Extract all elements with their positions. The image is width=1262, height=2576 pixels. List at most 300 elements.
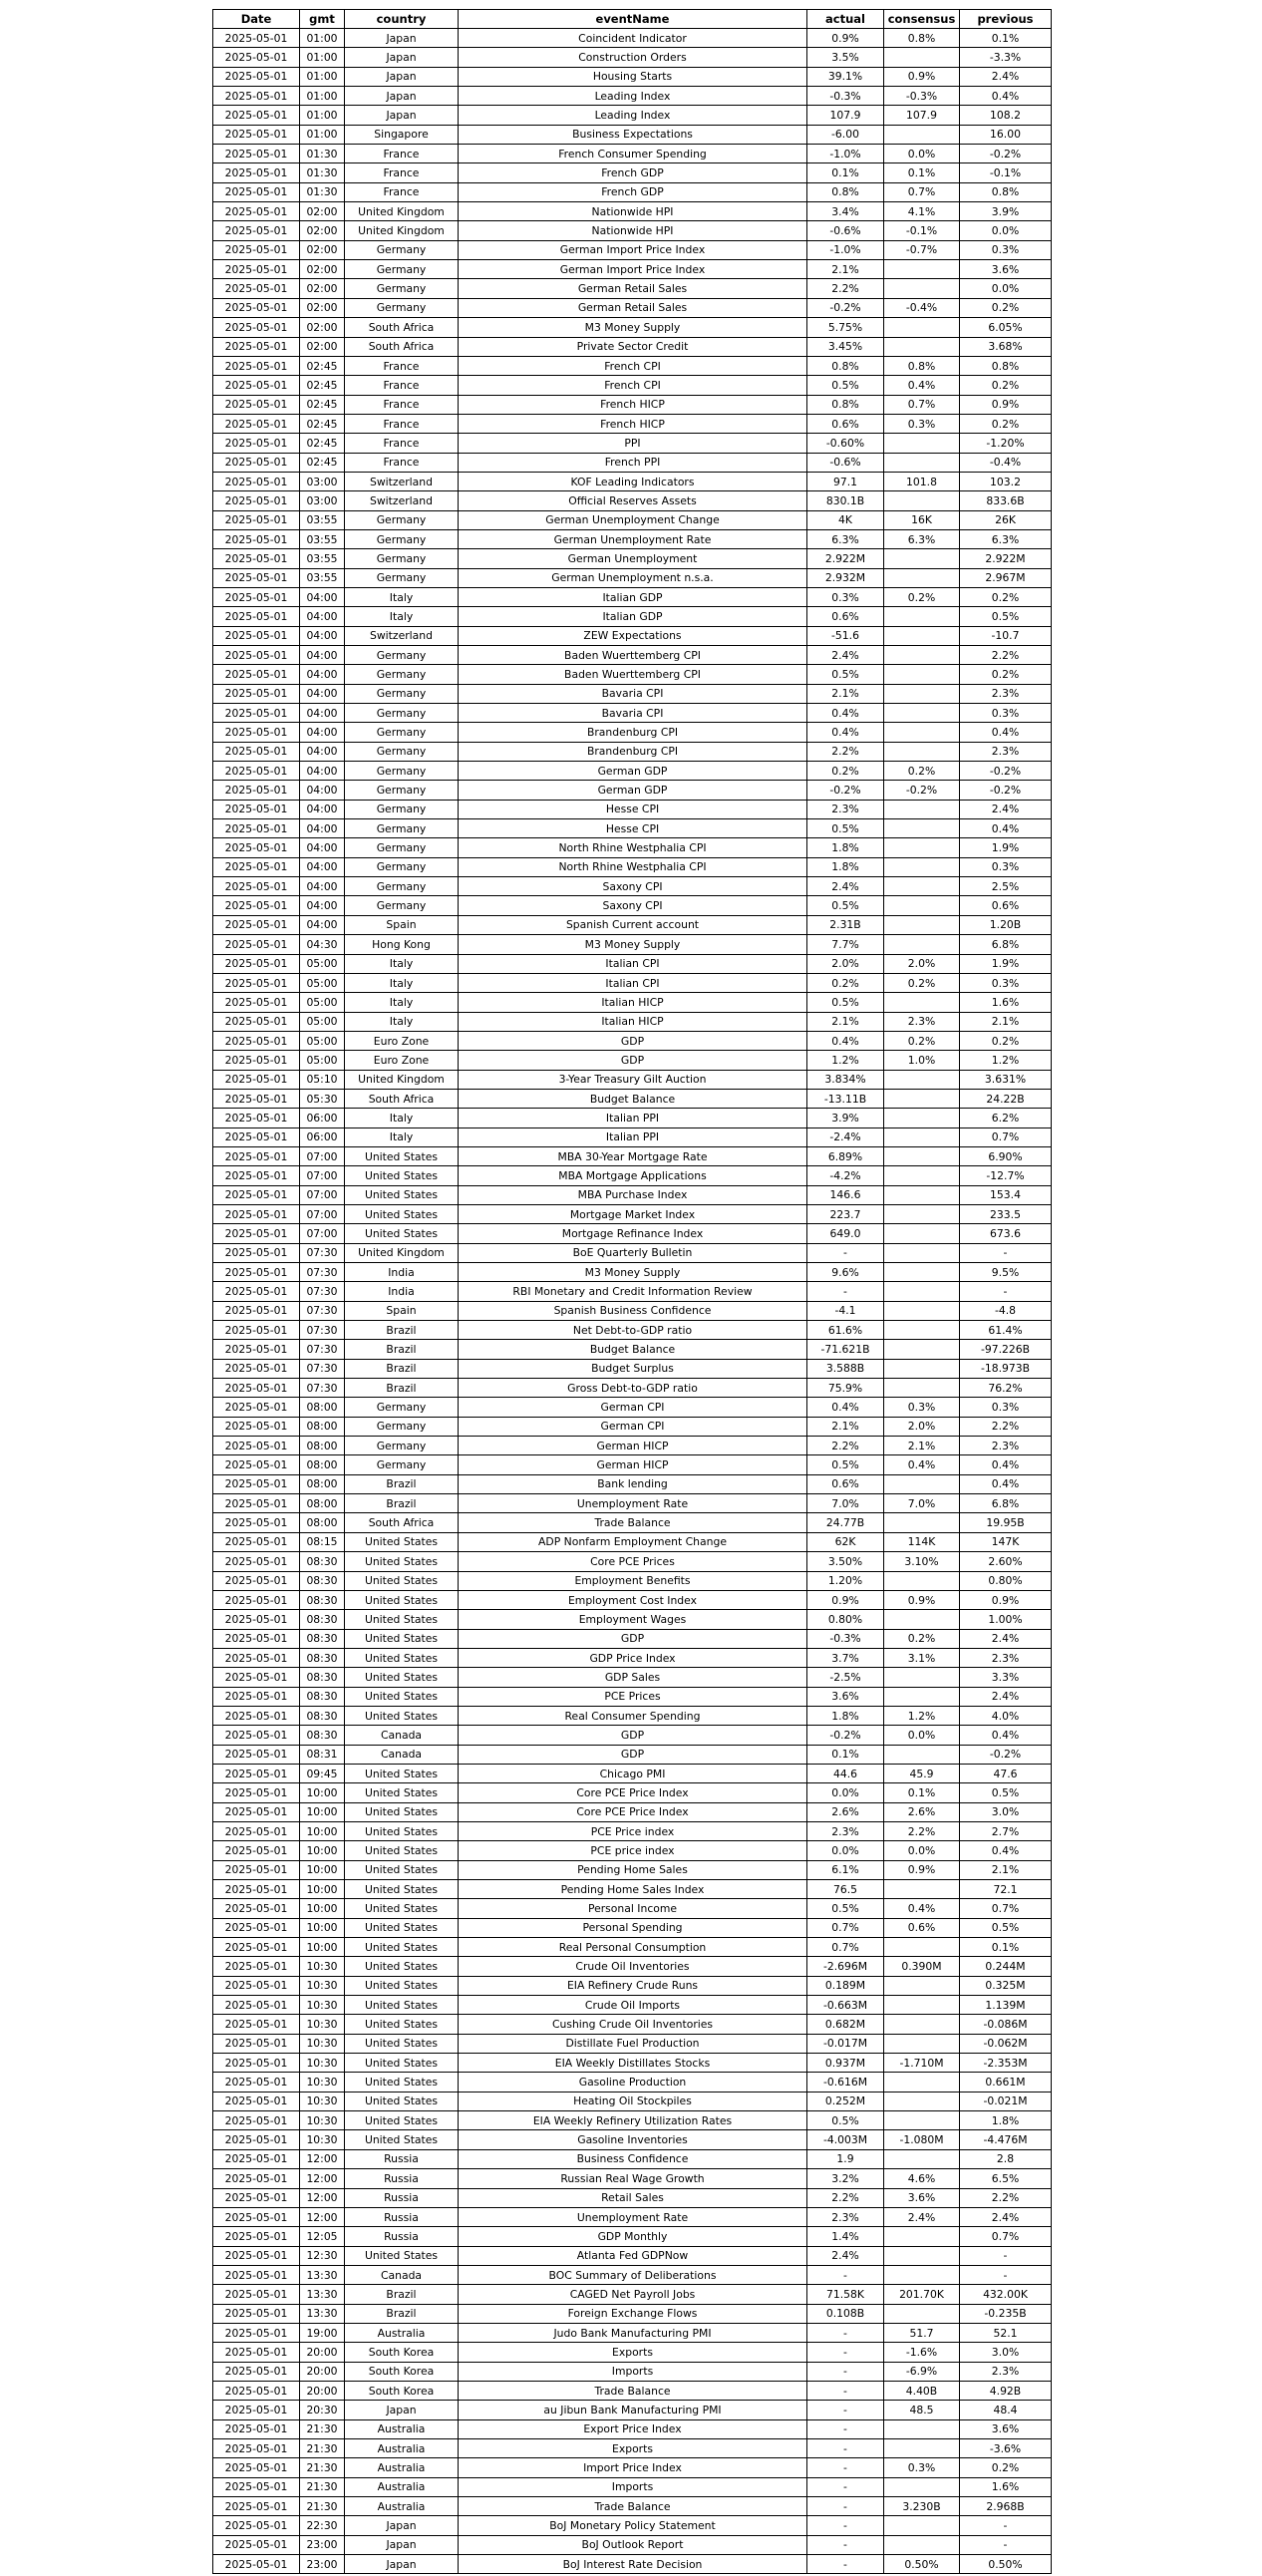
cell-previous: 0.325M bbox=[960, 1976, 1052, 1995]
cell-previous: 0.80% bbox=[960, 1571, 1052, 1590]
cell-event-name: Export Price Index bbox=[459, 2419, 807, 2438]
cell-previous: 2.2% bbox=[960, 646, 1052, 665]
cell-actual: -6.00 bbox=[807, 125, 884, 144]
table-row bbox=[213, 1976, 1052, 1995]
table-row bbox=[213, 896, 1052, 915]
cell-country: United States bbox=[345, 1764, 459, 1782]
cell-previous: 2.3% bbox=[960, 684, 1052, 703]
cell-actual: 1.2% bbox=[807, 1051, 884, 1070]
cell-actual: 0.9% bbox=[807, 1590, 884, 1609]
cell-previous: -0.021M bbox=[960, 2092, 1052, 2110]
cell-event-name: French CPI bbox=[459, 376, 807, 395]
cell-actual: 2.2% bbox=[807, 2188, 884, 2207]
cell-country: Germany bbox=[345, 665, 459, 684]
cell-date: 2025-05-01 bbox=[213, 1089, 300, 1108]
cell-previous: - bbox=[960, 2246, 1052, 2265]
cell-consensus: 0.3% bbox=[884, 2458, 960, 2477]
cell-country: Canada bbox=[345, 1745, 459, 1764]
cell-gmt: 06:00 bbox=[300, 1109, 345, 1127]
table-row bbox=[213, 665, 1052, 684]
cell-previous: 0.2% bbox=[960, 298, 1052, 317]
cell-event-name: GDP bbox=[459, 1051, 807, 1070]
table-row bbox=[213, 2285, 1052, 2304]
table-row bbox=[213, 954, 1052, 973]
cell-country: France bbox=[345, 163, 459, 182]
cell-previous: -0.2% bbox=[960, 762, 1052, 781]
cell-consensus: 4.6% bbox=[884, 2169, 960, 2188]
cell-previous: 2.2% bbox=[960, 2188, 1052, 2207]
cell-date: 2025-05-01 bbox=[213, 1996, 300, 2015]
cell-actual: 2.4% bbox=[807, 2246, 884, 2265]
cell-gmt: 04:00 bbox=[300, 781, 345, 800]
cell-gmt: 06:00 bbox=[300, 1127, 345, 1146]
cell-previous: -4.8 bbox=[960, 1301, 1052, 1320]
cell-consensus bbox=[884, 2092, 960, 2110]
cell-previous: 2.8 bbox=[960, 2149, 1052, 2168]
cell-date: 2025-05-01 bbox=[213, 915, 300, 934]
cell-consensus bbox=[884, 2419, 960, 2438]
cell-gmt: 07:30 bbox=[300, 1301, 345, 1320]
cell-consensus bbox=[884, 2015, 960, 2034]
cell-consensus bbox=[884, 1321, 960, 1340]
cell-actual: -2.4% bbox=[807, 1127, 884, 1146]
cell-date: 2025-05-01 bbox=[213, 2419, 300, 2438]
cell-event-name: Italian PPI bbox=[459, 1127, 807, 1146]
cell-event-name: M3 Money Supply bbox=[459, 318, 807, 337]
cell-country: United States bbox=[345, 1224, 459, 1243]
cell-country: United States bbox=[345, 2246, 459, 2265]
cell-gmt: 08:30 bbox=[300, 1648, 345, 1667]
cell-event-name: French HICP bbox=[459, 395, 807, 414]
cell-actual: -1.0% bbox=[807, 145, 884, 163]
cell-date: 2025-05-01 bbox=[213, 1648, 300, 1667]
cell-date: 2025-05-01 bbox=[213, 1957, 300, 1976]
cell-consensus: 3.6% bbox=[884, 2188, 960, 2207]
cell-previous: 0.50% bbox=[960, 2555, 1052, 2574]
cell-actual: 0.4% bbox=[807, 1031, 884, 1050]
cell-country: Italy bbox=[345, 1127, 459, 1146]
cell-actual: 146.6 bbox=[807, 1185, 884, 1204]
cell-previous: 0.5% bbox=[960, 1783, 1052, 1802]
cell-date: 2025-05-01 bbox=[213, 1166, 300, 1185]
cell-previous: 19.95B bbox=[960, 1513, 1052, 1532]
cell-previous: 0.7% bbox=[960, 1127, 1052, 1146]
cell-actual: -2.5% bbox=[807, 1668, 884, 1687]
cell-country: Germany bbox=[345, 1455, 459, 1474]
cell-previous: -97.226B bbox=[960, 1340, 1052, 1359]
cell-date: 2025-05-01 bbox=[213, 1918, 300, 1937]
cell-consensus bbox=[884, 742, 960, 761]
cell-country: Germany bbox=[345, 646, 459, 665]
cell-gmt: 10:30 bbox=[300, 2015, 345, 2034]
cell-consensus bbox=[884, 838, 960, 857]
cell-actual: -0.3% bbox=[807, 1629, 884, 1648]
cell-date: 2025-05-01 bbox=[213, 1031, 300, 1050]
cell-event-name: CAGED Net Payroll Jobs bbox=[459, 2285, 807, 2304]
cell-country: Russia bbox=[345, 2207, 459, 2226]
table-row bbox=[213, 1185, 1052, 1204]
cell-previous: 3.9% bbox=[960, 202, 1052, 221]
cell-consensus bbox=[884, 318, 960, 337]
table-row bbox=[213, 2362, 1052, 2381]
cell-actual: - bbox=[807, 2438, 884, 2457]
cell-event-name: Italian GDP bbox=[459, 587, 807, 606]
cell-gmt: 07:00 bbox=[300, 1185, 345, 1204]
table-row bbox=[213, 414, 1052, 433]
cell-gmt: 21:30 bbox=[300, 2438, 345, 2457]
cell-event-name: Leading Index bbox=[459, 87, 807, 106]
cell-actual: 3.588B bbox=[807, 1359, 884, 1378]
cell-country: France bbox=[345, 376, 459, 395]
cell-date: 2025-05-01 bbox=[213, 1880, 300, 1899]
cell-country: United States bbox=[345, 1860, 459, 1879]
cell-country: United States bbox=[345, 1918, 459, 1937]
table-row bbox=[213, 1629, 1052, 1648]
cell-actual: 3.2% bbox=[807, 2169, 884, 2188]
cell-country: Germany bbox=[345, 1398, 459, 1417]
cell-previous: -0.086M bbox=[960, 2015, 1052, 2034]
cell-event-name: Private Sector Credit bbox=[459, 337, 807, 356]
cell-gmt: 02:00 bbox=[300, 221, 345, 240]
cell-gmt: 04:00 bbox=[300, 762, 345, 781]
cell-consensus bbox=[884, 2477, 960, 2496]
cell-event-name: Exports bbox=[459, 2343, 807, 2362]
cell-consensus bbox=[884, 1301, 960, 1320]
table-row bbox=[213, 587, 1052, 606]
cell-previous: 6.5% bbox=[960, 2169, 1052, 2188]
table-row bbox=[213, 67, 1052, 86]
cell-date: 2025-05-01 bbox=[213, 1146, 300, 1165]
cell-gmt: 05:00 bbox=[300, 1051, 345, 1070]
cell-previous: 6.90% bbox=[960, 1146, 1052, 1165]
cell-gmt: 04:30 bbox=[300, 935, 345, 954]
column-header-consensus: consensus bbox=[884, 10, 960, 29]
cell-date: 2025-05-01 bbox=[213, 877, 300, 896]
cell-gmt: 04:00 bbox=[300, 587, 345, 606]
cell-consensus: 107.9 bbox=[884, 106, 960, 125]
table-row bbox=[213, 163, 1052, 182]
cell-country: Australia bbox=[345, 2458, 459, 2477]
cell-date: 2025-05-01 bbox=[213, 202, 300, 221]
cell-consensus: -0.3% bbox=[884, 87, 960, 106]
cell-previous: 76.2% bbox=[960, 1379, 1052, 1398]
cell-gmt: 08:00 bbox=[300, 1494, 345, 1513]
cell-event-name: Cushing Crude Oil Inventories bbox=[459, 2015, 807, 2034]
cell-country: Germany bbox=[345, 704, 459, 723]
table-row bbox=[213, 646, 1052, 665]
cell-event-name: Judo Bank Manufacturing PMI bbox=[459, 2323, 807, 2342]
cell-event-name: PCE price index bbox=[459, 1841, 807, 1860]
cell-country: United States bbox=[345, 1821, 459, 1840]
cell-actual: 61.6% bbox=[807, 1321, 884, 1340]
cell-actual: - bbox=[807, 2323, 884, 2342]
cell-actual: -51.6 bbox=[807, 626, 884, 645]
table-row bbox=[213, 1590, 1052, 1609]
table-row bbox=[213, 1899, 1052, 1918]
cell-date: 2025-05-01 bbox=[213, 781, 300, 800]
cell-country: Germany bbox=[345, 723, 459, 742]
cell-gmt: 12:00 bbox=[300, 2207, 345, 2226]
table-row bbox=[213, 1166, 1052, 1185]
cell-actual: -0.2% bbox=[807, 298, 884, 317]
cell-event-name: German HICP bbox=[459, 1437, 807, 1455]
cell-date: 2025-05-01 bbox=[213, 2246, 300, 2265]
cell-gmt: 08:00 bbox=[300, 1474, 345, 1493]
cell-consensus bbox=[884, 1224, 960, 1243]
table-row bbox=[213, 1109, 1052, 1127]
cell-gmt: 07:30 bbox=[300, 1263, 345, 1282]
cell-country: Euro Zone bbox=[345, 1031, 459, 1050]
cell-consensus bbox=[884, 607, 960, 626]
cell-gmt: 20:00 bbox=[300, 2381, 345, 2400]
cell-country: Switzerland bbox=[345, 626, 459, 645]
cell-actual: 0.5% bbox=[807, 993, 884, 1012]
cell-previous: 1.20B bbox=[960, 915, 1052, 934]
table-row bbox=[213, 182, 1052, 201]
table-header bbox=[213, 10, 1052, 29]
cell-actual: 0.5% bbox=[807, 665, 884, 684]
cell-actual: 2.4% bbox=[807, 646, 884, 665]
cell-country: United States bbox=[345, 1880, 459, 1899]
cell-actual: -4.1 bbox=[807, 1301, 884, 1320]
cell-event-name: Employment Wages bbox=[459, 1610, 807, 1629]
cell-consensus bbox=[884, 819, 960, 838]
cell-event-name: Coincident Indicator bbox=[459, 29, 807, 48]
cell-date: 2025-05-01 bbox=[213, 106, 300, 125]
cell-previous: 26K bbox=[960, 510, 1052, 529]
table-row bbox=[213, 2458, 1052, 2477]
cell-country: Singapore bbox=[345, 125, 459, 144]
cell-event-name: GDP Price Index bbox=[459, 1648, 807, 1667]
cell-actual: 0.9% bbox=[807, 29, 884, 48]
cell-date: 2025-05-01 bbox=[213, 1263, 300, 1282]
cell-country: France bbox=[345, 182, 459, 201]
cell-gmt: 02:00 bbox=[300, 260, 345, 279]
table-row bbox=[213, 2169, 1052, 2188]
cell-previous: -0.062M bbox=[960, 2034, 1052, 2053]
cell-consensus bbox=[884, 896, 960, 915]
cell-country: Italy bbox=[345, 1012, 459, 1031]
cell-country: Australia bbox=[345, 2419, 459, 2438]
cell-gmt: 23:00 bbox=[300, 2555, 345, 2574]
cell-event-name: Imports bbox=[459, 2362, 807, 2381]
table-row bbox=[213, 2130, 1052, 2149]
cell-event-name: 3-Year Treasury Gilt Auction bbox=[459, 1070, 807, 1089]
cell-consensus bbox=[884, 857, 960, 876]
cell-consensus bbox=[884, 2535, 960, 2554]
cell-gmt: 23:00 bbox=[300, 2535, 345, 2554]
cell-country: South Africa bbox=[345, 1513, 459, 1532]
cell-event-name: Mortgage Market Index bbox=[459, 1204, 807, 1223]
cell-date: 2025-05-01 bbox=[213, 587, 300, 606]
cell-previous: 1.9% bbox=[960, 838, 1052, 857]
cell-country: United States bbox=[345, 1899, 459, 1918]
cell-consensus bbox=[884, 2073, 960, 2092]
cell-previous: 2.1% bbox=[960, 1012, 1052, 1031]
cell-date: 2025-05-01 bbox=[213, 1821, 300, 1840]
table-row bbox=[213, 2265, 1052, 2284]
cell-event-name: BoJ Monetary Policy Statement bbox=[459, 2516, 807, 2535]
cell-country: United States bbox=[345, 1668, 459, 1687]
cell-country: Germany bbox=[345, 1417, 459, 1436]
cell-date: 2025-05-01 bbox=[213, 1185, 300, 1204]
cell-consensus: 0.0% bbox=[884, 145, 960, 163]
cell-consensus: 2.1% bbox=[884, 1437, 960, 1455]
cell-previous: 0.1% bbox=[960, 29, 1052, 48]
cell-previous: -12.7% bbox=[960, 1166, 1052, 1185]
cell-previous: - bbox=[960, 2516, 1052, 2535]
cell-date: 2025-05-01 bbox=[213, 1976, 300, 1995]
cell-consensus: -0.2% bbox=[884, 781, 960, 800]
table-row bbox=[213, 1687, 1052, 1706]
cell-event-name: BoJ Outlook Report bbox=[459, 2535, 807, 2554]
cell-date: 2025-05-01 bbox=[213, 2169, 300, 2188]
cell-gmt: 10:30 bbox=[300, 1957, 345, 1976]
table-row bbox=[213, 1340, 1052, 1359]
cell-country: Brazil bbox=[345, 1359, 459, 1378]
cell-date: 2025-05-01 bbox=[213, 2535, 300, 2554]
cell-date: 2025-05-01 bbox=[213, 1417, 300, 1436]
cell-consensus: -0.1% bbox=[884, 221, 960, 240]
cell-event-name: GDP bbox=[459, 1726, 807, 1745]
cell-previous: 1.139M bbox=[960, 1996, 1052, 2015]
cell-country: United States bbox=[345, 1783, 459, 1802]
cell-previous: 2.60% bbox=[960, 1552, 1052, 1571]
cell-consensus: 2.2% bbox=[884, 1821, 960, 1840]
cell-gmt: 04:00 bbox=[300, 607, 345, 626]
cell-actual: 6.1% bbox=[807, 1860, 884, 1879]
cell-consensus bbox=[884, 1938, 960, 1957]
table-row bbox=[213, 2092, 1052, 2110]
cell-previous: 1.8% bbox=[960, 2111, 1052, 2130]
cell-previous: 0.3% bbox=[960, 1398, 1052, 1417]
cell-date: 2025-05-01 bbox=[213, 529, 300, 548]
cell-country: Brazil bbox=[345, 1494, 459, 1513]
cell-event-name: GDP bbox=[459, 1031, 807, 1050]
cell-consensus: 51.7 bbox=[884, 2323, 960, 2342]
cell-event-name: MBA 30-Year Mortgage Rate bbox=[459, 1146, 807, 1165]
cell-event-name: Budget Balance bbox=[459, 1089, 807, 1108]
cell-date: 2025-05-01 bbox=[213, 1204, 300, 1223]
cell-previous: 0.4% bbox=[960, 1455, 1052, 1474]
cell-actual: 2.922M bbox=[807, 549, 884, 568]
cell-consensus bbox=[884, 1263, 960, 1282]
table-row bbox=[213, 549, 1052, 568]
cell-consensus bbox=[884, 2438, 960, 2457]
cell-previous: 1.00% bbox=[960, 1610, 1052, 1629]
cell-event-name: German Import Price Index bbox=[459, 240, 807, 259]
cell-consensus: -0.7% bbox=[884, 240, 960, 259]
cell-actual: 0.5% bbox=[807, 2111, 884, 2130]
cell-gmt: 04:00 bbox=[300, 838, 345, 857]
cell-date: 2025-05-01 bbox=[213, 279, 300, 298]
cell-gmt: 05:00 bbox=[300, 1012, 345, 1031]
cell-gmt: 10:00 bbox=[300, 1802, 345, 1821]
cell-actual: 2.1% bbox=[807, 684, 884, 703]
cell-consensus: 0.1% bbox=[884, 1783, 960, 1802]
cell-date: 2025-05-01 bbox=[213, 819, 300, 838]
cell-event-name: Italian CPI bbox=[459, 954, 807, 973]
cell-actual: - bbox=[807, 2265, 884, 2284]
cell-event-name: Bavaria CPI bbox=[459, 684, 807, 703]
cell-event-name: PCE Prices bbox=[459, 1687, 807, 1706]
cell-country: United States bbox=[345, 1802, 459, 1821]
cell-actual: 0.5% bbox=[807, 896, 884, 915]
table-row bbox=[213, 1398, 1052, 1417]
cell-previous: 4.92B bbox=[960, 2381, 1052, 2400]
cell-previous: 3.6% bbox=[960, 2419, 1052, 2438]
cell-date: 2025-05-01 bbox=[213, 298, 300, 317]
table-row bbox=[213, 2304, 1052, 2323]
cell-consensus bbox=[884, 684, 960, 703]
cell-date: 2025-05-01 bbox=[213, 646, 300, 665]
cell-consensus bbox=[884, 1282, 960, 1301]
cell-actual: -0.663M bbox=[807, 1996, 884, 2015]
cell-consensus bbox=[884, 2265, 960, 2284]
table-row bbox=[213, 2149, 1052, 2168]
cell-event-name: Real Consumer Spending bbox=[459, 1706, 807, 1725]
table-row bbox=[213, 29, 1052, 48]
table-row bbox=[213, 510, 1052, 529]
cell-date: 2025-05-01 bbox=[213, 2516, 300, 2535]
cell-country: Germany bbox=[345, 819, 459, 838]
cell-date: 2025-05-01 bbox=[213, 395, 300, 414]
cell-event-name: German Unemployment bbox=[459, 549, 807, 568]
cell-consensus bbox=[884, 1109, 960, 1127]
cell-country: Germany bbox=[345, 279, 459, 298]
cell-previous: -3.6% bbox=[960, 2438, 1052, 2457]
cell-event-name: North Rhine Westphalia CPI bbox=[459, 838, 807, 857]
cell-consensus: 45.9 bbox=[884, 1764, 960, 1782]
cell-previous: 1.6% bbox=[960, 2477, 1052, 2496]
cell-gmt: 12:00 bbox=[300, 2149, 345, 2168]
column-header-event-name: eventName bbox=[459, 10, 807, 29]
table-row bbox=[213, 2401, 1052, 2419]
table-row bbox=[213, 626, 1052, 645]
cell-actual: 1.4% bbox=[807, 2227, 884, 2246]
cell-event-name: Chicago PMI bbox=[459, 1764, 807, 1782]
cell-consensus bbox=[884, 1089, 960, 1108]
cell-previous: 1.2% bbox=[960, 1051, 1052, 1070]
cell-consensus: 0.50% bbox=[884, 2555, 960, 2574]
cell-consensus: -1.710M bbox=[884, 2054, 960, 2073]
cell-consensus: 0.3% bbox=[884, 1398, 960, 1417]
cell-date: 2025-05-01 bbox=[213, 1301, 300, 1320]
cell-gmt: 10:00 bbox=[300, 1880, 345, 1899]
cell-country: Australia bbox=[345, 2438, 459, 2457]
cell-actual: 6.89% bbox=[807, 1146, 884, 1165]
cell-consensus: 3.230B bbox=[884, 2497, 960, 2516]
cell-gmt: 04:00 bbox=[300, 800, 345, 818]
cell-event-name: ZEW Expectations bbox=[459, 626, 807, 645]
cell-actual: -71.621B bbox=[807, 1340, 884, 1359]
cell-previous: 1.6% bbox=[960, 993, 1052, 1012]
cell-actual: 0.8% bbox=[807, 395, 884, 414]
cell-event-name: German Import Price Index bbox=[459, 260, 807, 279]
cell-gmt: 03:55 bbox=[300, 529, 345, 548]
table-row bbox=[213, 2438, 1052, 2457]
cell-consensus: 0.2% bbox=[884, 1629, 960, 1648]
cell-previous: 2.967M bbox=[960, 568, 1052, 587]
cell-actual: 0.1% bbox=[807, 1745, 884, 1764]
cell-date: 2025-05-01 bbox=[213, 1127, 300, 1146]
cell-date: 2025-05-01 bbox=[213, 993, 300, 1012]
table-row bbox=[213, 1321, 1052, 1340]
cell-actual: 1.20% bbox=[807, 1571, 884, 1590]
table-row bbox=[213, 2246, 1052, 2265]
cell-date: 2025-05-01 bbox=[213, 1051, 300, 1070]
cell-actual: 0.252M bbox=[807, 2092, 884, 2110]
